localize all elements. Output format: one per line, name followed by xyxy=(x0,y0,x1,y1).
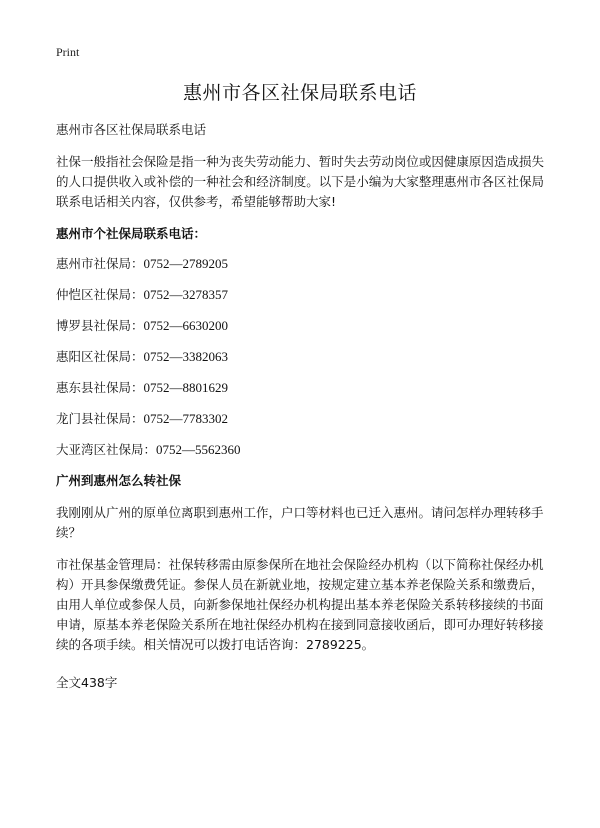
office-item xyxy=(56,409,544,429)
office-item xyxy=(56,254,544,274)
question-paragraph: 我刚刚从广州的原单位离职到惠州工作，户口等材料也已迁入惠州。请问怎样办理转移手续？ xyxy=(56,505,544,540)
office-phone: 0752—3382063 xyxy=(143,349,229,364)
office-name: 大亚湾区社保局： xyxy=(56,442,157,457)
print-link[interactable]: Print xyxy=(56,45,80,59)
page-title: 惠州市各区社保局联系电话 xyxy=(182,82,417,104)
office-item xyxy=(56,440,544,460)
office-phone: 0752—6630200 xyxy=(143,318,229,333)
document-subtitle: 惠州市各区社保局联系电话 xyxy=(56,122,207,137)
section-heading-transfer: 广州到惠州怎么转社保 xyxy=(56,473,182,488)
office-item xyxy=(56,378,544,398)
word-count: 全文438字 xyxy=(56,675,118,690)
office-name: 惠州市社保局： xyxy=(56,256,144,271)
office-phone: 0752—3278357 xyxy=(143,287,229,302)
office-phone: 0752—5562360 xyxy=(156,442,241,457)
office-item xyxy=(56,285,544,305)
office-name: 惠东县社保局： xyxy=(56,380,144,395)
office-phone: 0752—8801629 xyxy=(143,380,229,395)
office-phone: 0752—7783302 xyxy=(143,411,229,426)
office-list xyxy=(56,254,544,460)
intro-paragraph: 社保一般指社会保险是指一种为丧失劳动能力、暂时失去劳动岗位或因健康原因造成损失的人口提供收入或补偿的一种社会和经济制度。以下是小编为大家整理惠州市各区社保局联系电话相关内容，仅供参考，希望能够帮助大家! xyxy=(56,154,544,209)
office-name: 龙门县社保局： xyxy=(56,411,144,426)
answer-paragraph: 市社保基金管理局：社保转移需由原参保所在地社会保险经办机构（以下简称社保经办机构）开具参保缴费凭证。参保人员在新就业地，按规定建立基本养老保险关系和缴费后，由用人单位或参保人员，向新参保地社保经办机构提出基本养老保险关系转移接续的书面申请，原基本养老保险关系所在地社保经办机构在接到同意接收函后，即可办理好转移接续的各项手续。相关情况可以拨打电话咨询：2789225。 xyxy=(56,557,544,652)
office-item xyxy=(56,347,544,367)
office-name: 惠阳区社保局： xyxy=(56,349,144,364)
office-name: 博罗县社保局： xyxy=(56,318,144,333)
office-phone: 0752—2789205 xyxy=(143,256,229,271)
office-name: 仲恺区社保局： xyxy=(56,287,144,302)
section-heading-contacts: 惠州市个社保局联系电话： xyxy=(56,226,207,241)
office-item xyxy=(56,316,544,336)
